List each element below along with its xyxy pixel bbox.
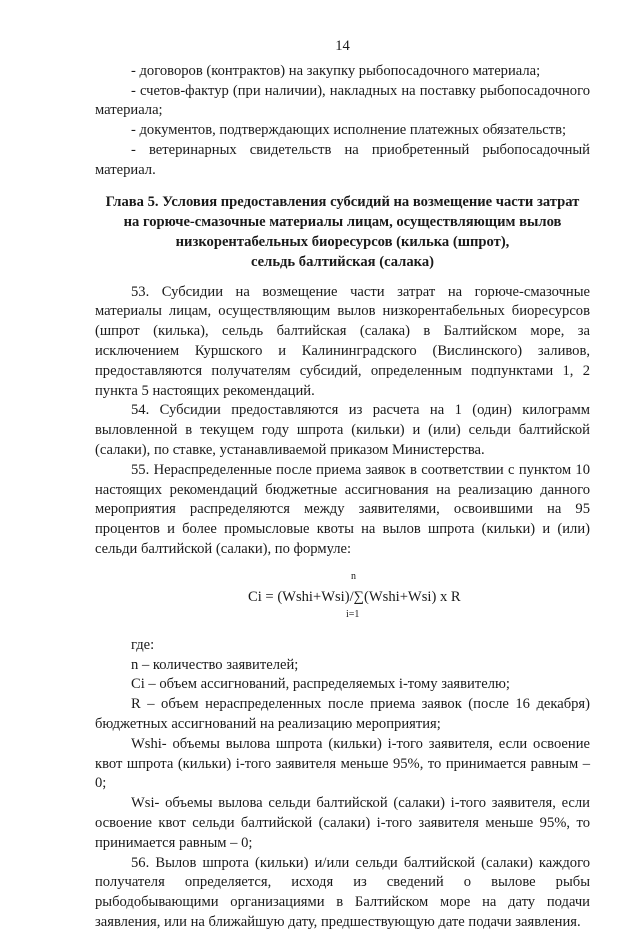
definition-wshi: Wshi- объемы вылова шпрота (кильки) i-того заявителя, если освоение квот шпрота (кильки) i-того заявителя меньше 95%, то принимается равным – 0; <box>95 735 590 792</box>
definitions-intro: где: <box>131 636 155 653</box>
list-item: - документов, подтверждающих исполнение платежных обязательств; <box>131 122 567 139</box>
list-item: - счетов-фактур (при наличии), накладных на поставку рыбопосадочного материала; <box>95 82 590 119</box>
page-number: 14 <box>335 38 350 54</box>
paragraph-53: 53. Субсидии на возмещение части затрат на горюче-смазочные материалы лицам, осуществляющим вылов низкорентабельных биоресурсов (шпрот (килька), сельдь балтийская (салака) в Балтийском море, за исключением Куршского и Калининградского (Вислинского) заливов, предоставляются получателям субсидий, определенным подпунктами 1, 2 пункта 5 настоящих рекомендаций. <box>95 283 590 399</box>
definition-wsi: Wsi- объемы вылова сельди балтийской (салаки) i-того заявителя, если освоение квот сельди балтийской (салаки) i-того заявителя меньше 95%, то принимается равным – 0; <box>95 795 590 851</box>
chapter-heading-line: Глава 5. Условия предоставления субсидий на возмещение части затрат <box>105 193 580 210</box>
paragraph-55: 55. Нераспределенные после приема заявок в соответствии с пунктом 10 настоящих рекомендаций бюджетные ассигнования на реализацию данного мероприятия распределяются между заявителями, освоившими на 95 процентов и более промысловые квоты на вылов шпрота (кильки) и (или) сельди балтийской (салаки), по формуле: <box>95 461 590 557</box>
list-item: - ветеринарных свидетельств на приобретенный рыбопосадочный материал. <box>95 141 590 178</box>
distribution-formula <box>95 560 590 636</box>
chapter-heading-line: сельдь балтийская (салака) <box>251 253 434 270</box>
definition-r: R – объем нераспределенных после приема заявок (после 16 декабря) бюджетных ассигнований на реализацию мероприятия; <box>95 696 590 732</box>
chapter-heading-line: на горюче-смазочные материалы лицам, осуществляющим вылов <box>123 213 562 230</box>
formula-expression: Ci = (Wshi+Wsi)/∑(Wshi+Wsi) x R <box>248 588 461 605</box>
paragraph-54: 54. Субсидии предоставляются из расчета на 1 (один) килограмм выловленной в текущем году шпрота (кильки) и (или) сельди балтийской (салаки), по ставке, устанавливаемой приказом Министерства. <box>95 402 590 458</box>
definition-ci: Ci – объем ассигнований, распределяемых i-тому заявителю; <box>131 676 510 693</box>
paragraph-56: 56. Вылов шпрота (кильки) и/или сельди балтийской (салаки) каждого получателя определяется, исходя из сведений о вылове рыбы рыбодобывающими организациями в Балтийском море на дату подачи заявления, или на ближайшую дату, предшествующую дате подачи заявления. <box>95 854 590 930</box>
list-item: - договоров (контрактов) на закупку рыбопосадочного материала; <box>131 62 541 79</box>
sum-lower-limit: i=1 <box>346 608 360 620</box>
chapter-heading <box>95 192 590 272</box>
chapter-heading-line: низкорентабельных биоресурсов (килька (шпрот), <box>175 233 510 250</box>
definition-n: n – количество заявителей; <box>131 656 299 673</box>
sum-upper-limit: n <box>351 570 356 582</box>
